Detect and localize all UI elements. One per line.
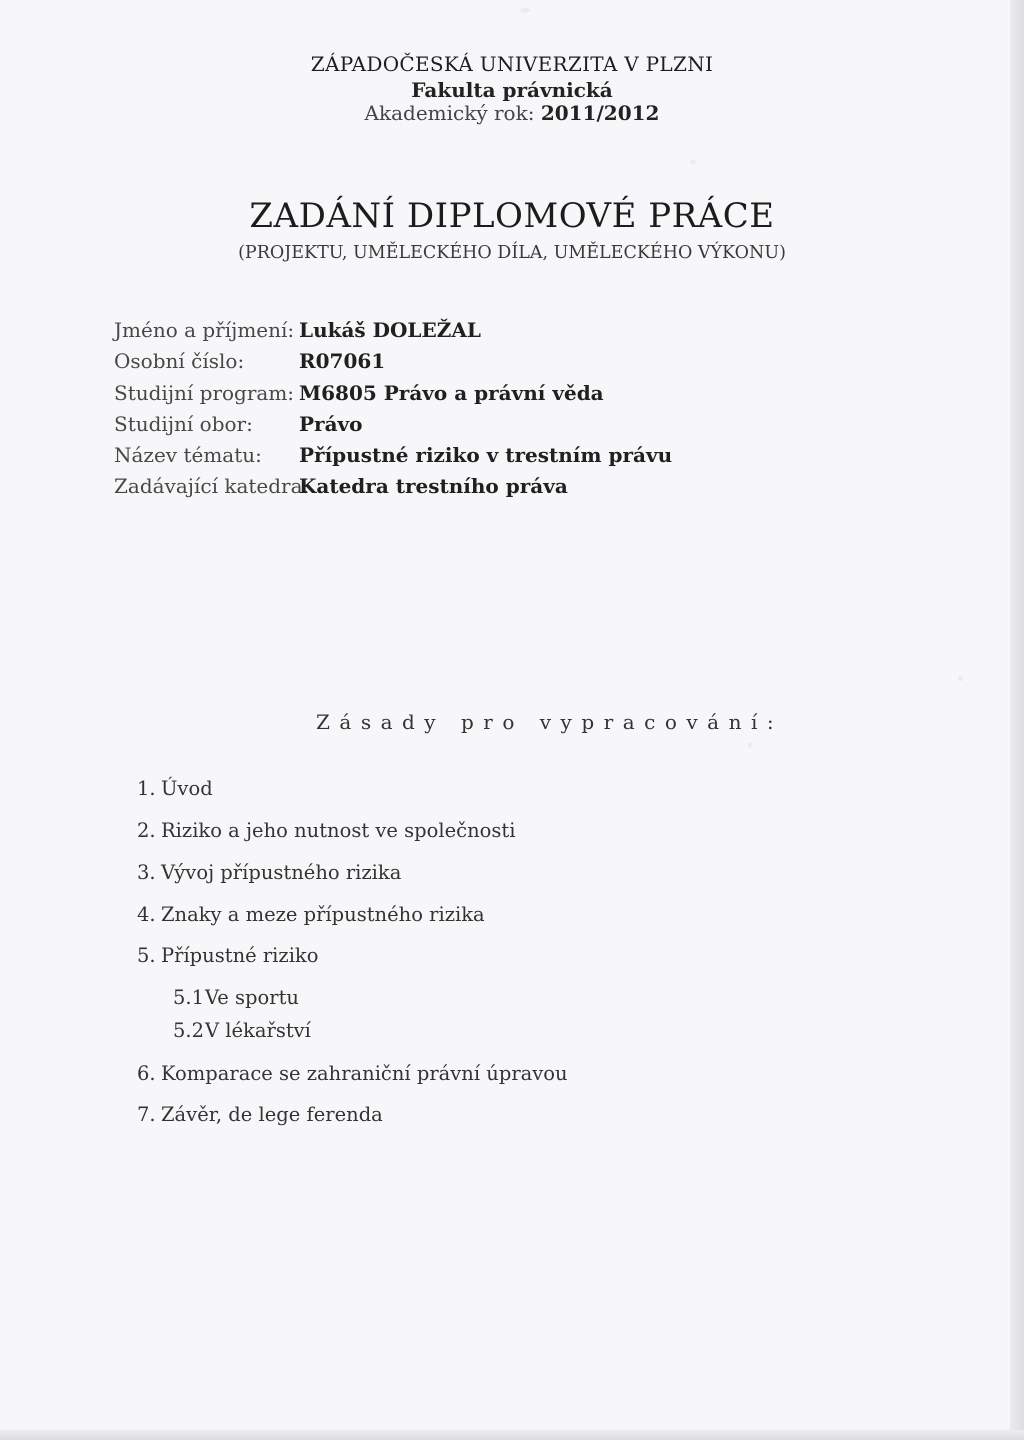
list-item <box>137 903 485 926</box>
faculty-name: Fakulta právnická <box>411 78 613 102</box>
academic-year-value: 2011/2012 <box>540 101 660 125</box>
list-item <box>137 1062 568 1085</box>
info-label-personal-number: Osobní číslo: <box>114 349 245 373</box>
info-label-department: Zadávající katedra: <box>114 474 310 498</box>
scan-speck <box>958 676 963 681</box>
info-value-topic: Přípustné riziko v trestním právu <box>299 443 673 467</box>
list-item-number: 6. <box>137 1062 156 1085</box>
principles-heading: Zásady pro vypracování: <box>316 710 784 734</box>
list-item-text: Úvod <box>161 777 213 800</box>
academic-year-line <box>0 101 1024 125</box>
list-item-number: 4. <box>137 903 156 926</box>
info-value-department: Katedra trestního práva <box>299 474 568 498</box>
list-item <box>137 777 213 800</box>
info-label-study-field: Studijní obor: <box>114 412 253 436</box>
academic-year-label: Akademický rok: <box>364 101 535 125</box>
document-title: ZADÁNÍ DIPLOMOVÉ PRÁCE <box>249 196 775 236</box>
info-label-topic: Název tématu: <box>114 443 262 467</box>
list-item <box>137 861 401 884</box>
list-item-number: 5. <box>137 944 156 967</box>
list-item-number: 3. <box>137 861 156 884</box>
list-subitem <box>173 1019 311 1042</box>
info-value-study-program: M6805 Právo a právní věda <box>299 381 604 405</box>
document-subtitle: (PROJEKTU, UMĚLECKÉHO DÍLA, UMĚLECKÉHO VÝKONU) <box>238 243 786 263</box>
scan-speck <box>520 8 530 13</box>
info-value-study-field: Právo <box>299 412 363 436</box>
list-item-number: 5.1 <box>173 986 205 1009</box>
list-item-number: 1. <box>137 777 156 800</box>
info-value-name: Lukáš DOLEŽAL <box>299 318 481 342</box>
list-item-text: Ve sportu <box>205 986 299 1009</box>
scan-speck <box>690 160 696 164</box>
scan-speck <box>748 742 752 748</box>
list-item-text: Vývoj přípustného rizika <box>161 861 402 884</box>
list-item <box>137 944 319 967</box>
university-name: ZÁPADOČESKÁ UNIVERZITA V PLZNI <box>310 52 714 76</box>
list-item-text: Znaky a meze přípustného rizika <box>161 903 485 926</box>
list-item-text: Riziko a jeho nutnost ve společnosti <box>161 819 516 842</box>
list-item-number: 7. <box>137 1103 156 1126</box>
info-label-name: Jméno a příjmení: <box>114 318 295 342</box>
list-item-text: Závěr, de lege ferenda <box>161 1103 383 1126</box>
list-item <box>137 1103 383 1126</box>
info-value-personal-number: R07061 <box>299 349 386 373</box>
list-item-text: Přípustné riziko <box>161 944 319 967</box>
info-label-study-program: Studijní program: <box>114 381 295 405</box>
list-item-text: V lékařství <box>205 1019 311 1042</box>
list-item <box>137 819 515 842</box>
scan-edge-bottom <box>0 1430 1024 1440</box>
list-item-number: 5.2 <box>173 1019 205 1042</box>
list-item-text: Komparace se zahraniční právní úpravou <box>161 1062 568 1085</box>
list-subitem <box>173 986 299 1009</box>
list-item-number: 2. <box>137 819 156 842</box>
